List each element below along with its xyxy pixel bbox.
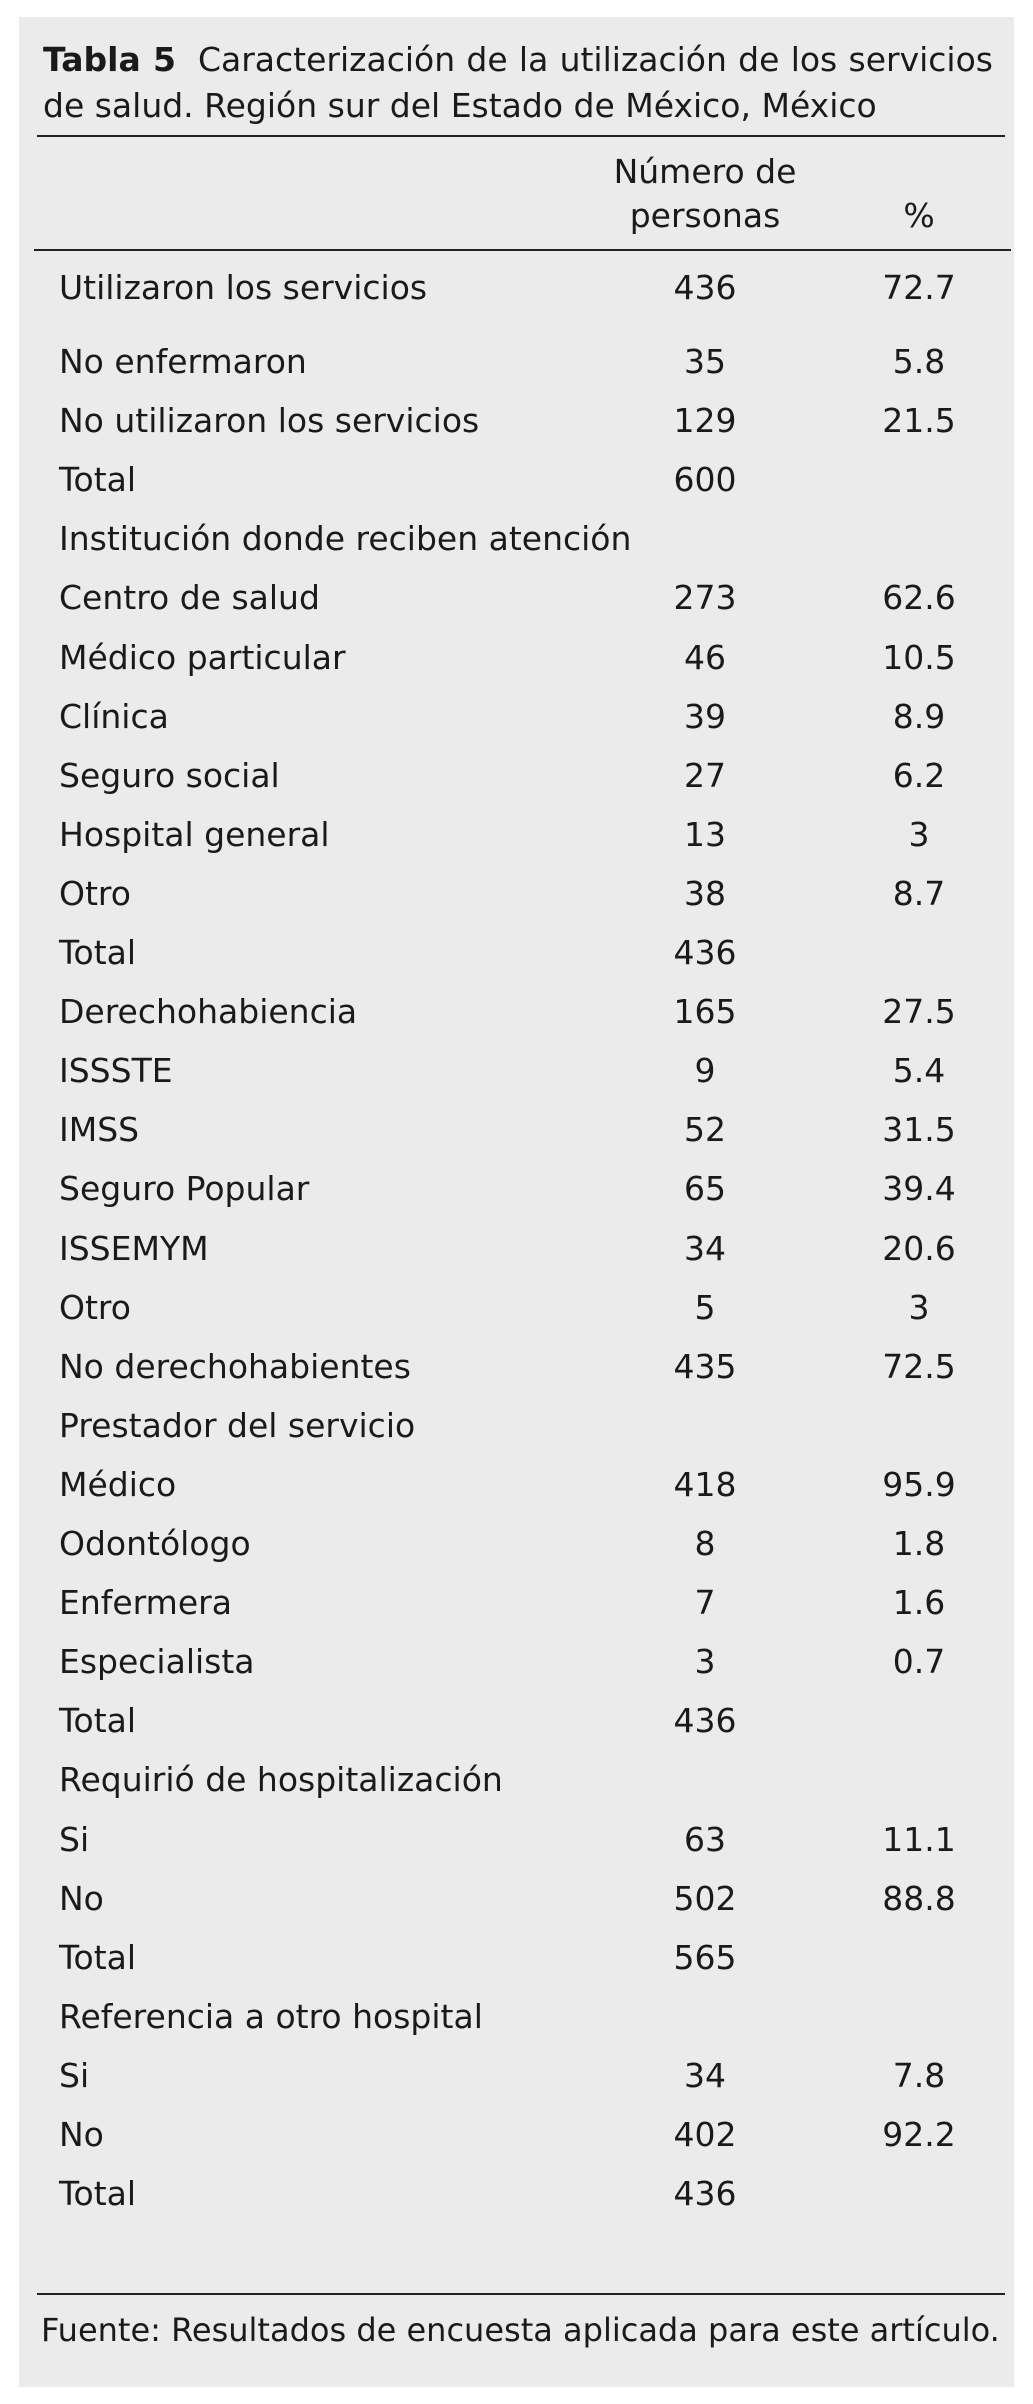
table-row: [19, 1875, 1014, 1923]
row-number: 52: [684, 1110, 726, 1150]
row-label: Otro: [59, 1287, 131, 1327]
row-label: ISSSTE: [59, 1051, 173, 1091]
row-label: Referencia a otro hospital: [59, 1996, 483, 2036]
table-caption: [43, 37, 993, 129]
row-label: Total: [59, 1937, 137, 1977]
row-label: Médico particular: [59, 637, 346, 677]
table-row: [19, 870, 1014, 918]
table-row: [19, 2052, 1014, 2100]
table-title: Caracterización de la utilización de los servicios de salud. Región sur del Estado de México, México: [43, 40, 993, 125]
row-percent: 7.8: [892, 2055, 946, 2095]
top-rule: [37, 135, 1005, 137]
row-percent: 8.7: [892, 873, 946, 913]
row-percent: 72.7: [882, 268, 956, 307]
row-percent: 5.8: [892, 342, 946, 381]
table-row: [19, 264, 1014, 312]
table-row: [19, 1816, 1014, 1864]
row-label: Total: [59, 460, 137, 500]
row-label: Seguro Popular: [59, 1169, 310, 1209]
row-percent: 39.4: [882, 1169, 956, 1209]
row-label: Seguro social: [59, 755, 280, 795]
row-percent: 20.6: [882, 1228, 956, 1268]
table-row: [19, 515, 1014, 563]
row-label: Si: [59, 2055, 90, 2095]
row-label: Si: [59, 1819, 90, 1859]
row-label: Institución donde reciben atención: [59, 519, 632, 559]
row-number: 27: [684, 755, 726, 795]
row-percent: 72.5: [882, 1346, 956, 1386]
row-percent: 95.9: [882, 1464, 956, 1504]
row-percent: 1.8: [892, 1524, 946, 1563]
table-panel: [19, 17, 1014, 2387]
table-row: [19, 2111, 1014, 2159]
row-label: Centro de salud: [59, 578, 320, 618]
table-row: [19, 811, 1014, 859]
row-label: Otro: [59, 873, 131, 913]
row-number: 402: [673, 2115, 737, 2154]
table-row: [19, 693, 1014, 741]
table-row: [19, 1165, 1014, 1213]
row-label: Total: [59, 1701, 137, 1741]
row-number: 35: [684, 342, 726, 381]
table-footnote: Fuente: Resultados de encuesta aplicada para este artículo.: [41, 2311, 1000, 2349]
table-row: [19, 338, 1014, 386]
row-label: Requirió de hospitalización: [59, 1760, 503, 1800]
header-percent: %: [903, 196, 935, 235]
row-percent: 3: [908, 1287, 930, 1327]
row-number: 435: [673, 1346, 737, 1386]
row-percent: 92.2: [882, 2115, 956, 2154]
row-label: IMSS: [59, 1110, 140, 1150]
table-row: [19, 397, 1014, 445]
row-number: 34: [684, 1228, 726, 1268]
table-row: [19, 2170, 1014, 2218]
row-label: Clínica: [59, 696, 169, 736]
row-label: No enfermaron: [59, 342, 307, 381]
row-label: Total: [59, 933, 137, 972]
row-number: 273: [673, 578, 737, 618]
table-row: [19, 1343, 1014, 1391]
table-row: [19, 988, 1014, 1036]
row-label: No derechohabientes: [59, 1346, 411, 1386]
table-row: [19, 634, 1014, 682]
row-percent: 62.6: [882, 578, 956, 618]
row-number: 565: [673, 1937, 737, 1977]
row-percent: 31.5: [882, 1110, 956, 1150]
table-row: [19, 929, 1014, 977]
row-label: Especialista: [59, 1642, 255, 1682]
table-row: [19, 456, 1014, 504]
table-row: [19, 1756, 1014, 1804]
header-rule: [34, 249, 1011, 251]
table-row: [19, 1284, 1014, 1332]
row-percent: 5.4: [892, 1051, 946, 1091]
row-percent: 8.9: [892, 696, 946, 736]
row-label: Total: [59, 2174, 137, 2214]
table-row: [19, 1047, 1014, 1095]
row-percent: 10.5: [882, 637, 956, 677]
row-label: Utilizaron los servicios: [59, 268, 428, 307]
table-row: [19, 1934, 1014, 1982]
row-number: 8: [694, 1524, 716, 1563]
table-label: Tabla 5: [43, 40, 176, 79]
row-percent: 1.6: [892, 1583, 946, 1623]
header-number-of-people: Número de personas: [613, 152, 797, 235]
row-percent: 88.8: [882, 1878, 956, 1918]
table-row: [19, 1638, 1014, 1686]
row-label: Hospital general: [59, 814, 330, 854]
row-number: 129: [673, 401, 737, 441]
table-row: [19, 752, 1014, 800]
row-number: 436: [673, 1701, 737, 1741]
table-row: [19, 1225, 1014, 1273]
table-row: [19, 1697, 1014, 1745]
table-row: [19, 1520, 1014, 1568]
row-label: Odontólogo: [59, 1524, 251, 1563]
row-label: Enfermera: [59, 1583, 232, 1623]
table-row: [19, 574, 1014, 622]
row-number: 436: [673, 268, 737, 307]
row-number: 436: [673, 2174, 737, 2214]
row-percent: 11.1: [882, 1819, 956, 1859]
row-percent: 6.2: [892, 755, 946, 795]
row-percent: 0.7: [892, 1642, 946, 1682]
row-label: ISSEMYM: [59, 1228, 209, 1268]
row-label: Médico: [59, 1464, 177, 1504]
row-number: 600: [673, 460, 737, 500]
row-number: 39: [684, 696, 726, 736]
row-number: 165: [673, 992, 737, 1032]
table-row: [19, 1993, 1014, 2041]
row-number: 9: [694, 1051, 716, 1091]
row-number: 502: [673, 1878, 737, 1918]
table-row: [19, 1106, 1014, 1154]
row-label: No: [59, 2115, 104, 2154]
row-number: 65: [684, 1169, 726, 1209]
row-number: 63: [684, 1819, 726, 1859]
table-row: [19, 1579, 1014, 1627]
row-number: 5: [694, 1287, 716, 1327]
row-number: 38: [684, 873, 726, 913]
bottom-rule: [37, 2293, 1005, 2295]
row-percent: 21.5: [882, 401, 956, 441]
row-number: 13: [684, 814, 726, 854]
row-number: 418: [673, 1464, 737, 1504]
row-percent: 27.5: [882, 992, 956, 1032]
row-number: 46: [684, 637, 726, 677]
row-percent: 3: [908, 814, 930, 854]
table-row: [19, 1461, 1014, 1509]
row-label: Prestador del servicio: [59, 1405, 416, 1445]
table-row: [19, 1402, 1014, 1450]
row-number: 7: [694, 1583, 716, 1623]
row-number: 3: [694, 1642, 716, 1682]
row-label: No: [59, 1878, 104, 1918]
row-label: Derechohabiencia: [59, 992, 358, 1032]
row-number: 436: [673, 933, 737, 972]
row-label: No utilizaron los servicios: [59, 401, 480, 441]
row-number: 34: [684, 2055, 726, 2095]
